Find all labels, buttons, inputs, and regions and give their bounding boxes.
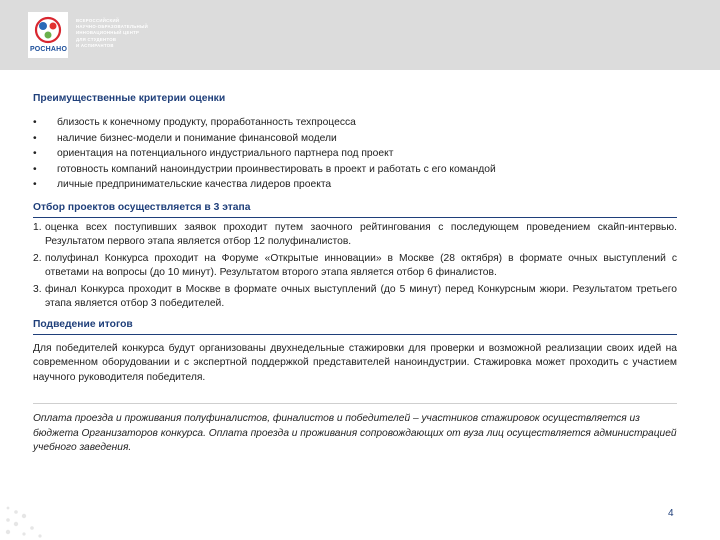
list-item-text: готовность компаний наноиндустрии проинвестировать в проект и работать с его командой [57,163,496,175]
bullet-icon: • [33,117,37,128]
list-item [33,131,677,147]
org-line: ДЛЯ СТУДЕНТОВ [76,36,117,42]
criteria-heading: Преимущественные критерии оценки [33,93,226,104]
org-line: ВСЕРОССИЙСКИЙ [76,18,120,23]
results-heading: Подведение итогов [33,318,133,330]
org-line: НАУЧНО-ОБРАЗОВАТЕЛЬНЫЙ [76,24,148,30]
list-item-text: наличие бизнес-модели и понимание финансовой модели [57,132,337,144]
rosnano-logo-icon [32,15,64,45]
bullet-icon: • [33,132,37,144]
list-item-text: ориентация на потенциального индустриального партнера под проект [57,148,394,159]
bullet-icon: • [33,148,37,159]
logo [28,12,68,58]
heading-divider [33,334,677,335]
bullet-icon: • [33,179,37,190]
step-text: финал Конкурса проходит в Москве в формате очных выступлений (до 5 минут) перед Конкурсным жюри. Результатом третьего этапа является отбор 3 победителей. [45,283,677,309]
header-band [0,0,720,70]
list-item-text: личные предпринимательские качества лидеров проекта [57,179,332,190]
list-item [33,115,677,131]
step-text: оценка всех поступивших заявок проходит путем заочного рейтингования с последующем проведением скайп-интервью. Результатом первого этапа является отбор 12 полуфиналистов. [45,221,677,247]
heading-divider [33,217,677,218]
step-text: полуфинал Конкурса проходит на Форуме «Открытые инновации» в Москве (28 октября) в формате очных выступлений с ответами на вопросы (до 10 минут). Результатом второго этапа является отбор 6 финалистов. [45,252,677,278]
list-item [33,162,677,178]
page-number: 4 [668,508,674,519]
step-number: 2. [33,252,42,264]
list-item [33,221,677,250]
criteria-list [33,115,677,193]
list-item [33,283,677,312]
funding-note: Оплата проезда и проживания полуфиналистов, финалистов и победителей – участников стажировок осуществляется из бюджета Организаторов конкурса. Оплата проезда и проживания сопровождающих от вуза лиц осуществляется администрацией учебного заведения. [33,413,677,453]
step-number: 1. [33,221,42,233]
list-item [33,252,677,281]
logo-text: РОСНАНО [30,46,68,53]
organization-name [76,18,176,49]
bullet-icon: • [33,163,37,175]
list-item [33,146,677,162]
slide-content [33,92,677,456]
stages-heading: Отбор проектов осуществляется в 3 этапа [33,201,251,213]
decorative-dots-icon [0,440,90,540]
stages-list [33,221,677,312]
section-divider [33,403,677,404]
org-line: ИННОВАЦИОННЫЙ ЦЕНТР [76,30,140,36]
list-item-text: близость к конечному продукту, проработанность техпроцесса [57,117,356,128]
step-number: 3. [33,283,42,295]
results-paragraph: Для победителей конкурса будут организованы двухнедельные стажировки для проверки и возможной реализации своих идей на современном оборудовании и с экспертной поддержкой представителей наноиндустрии. Стажировка может проходить с участием научного руководителя победителя. [33,342,677,383]
list-item [33,177,677,193]
org-line: И АСПИРАНТОВ [76,42,114,48]
